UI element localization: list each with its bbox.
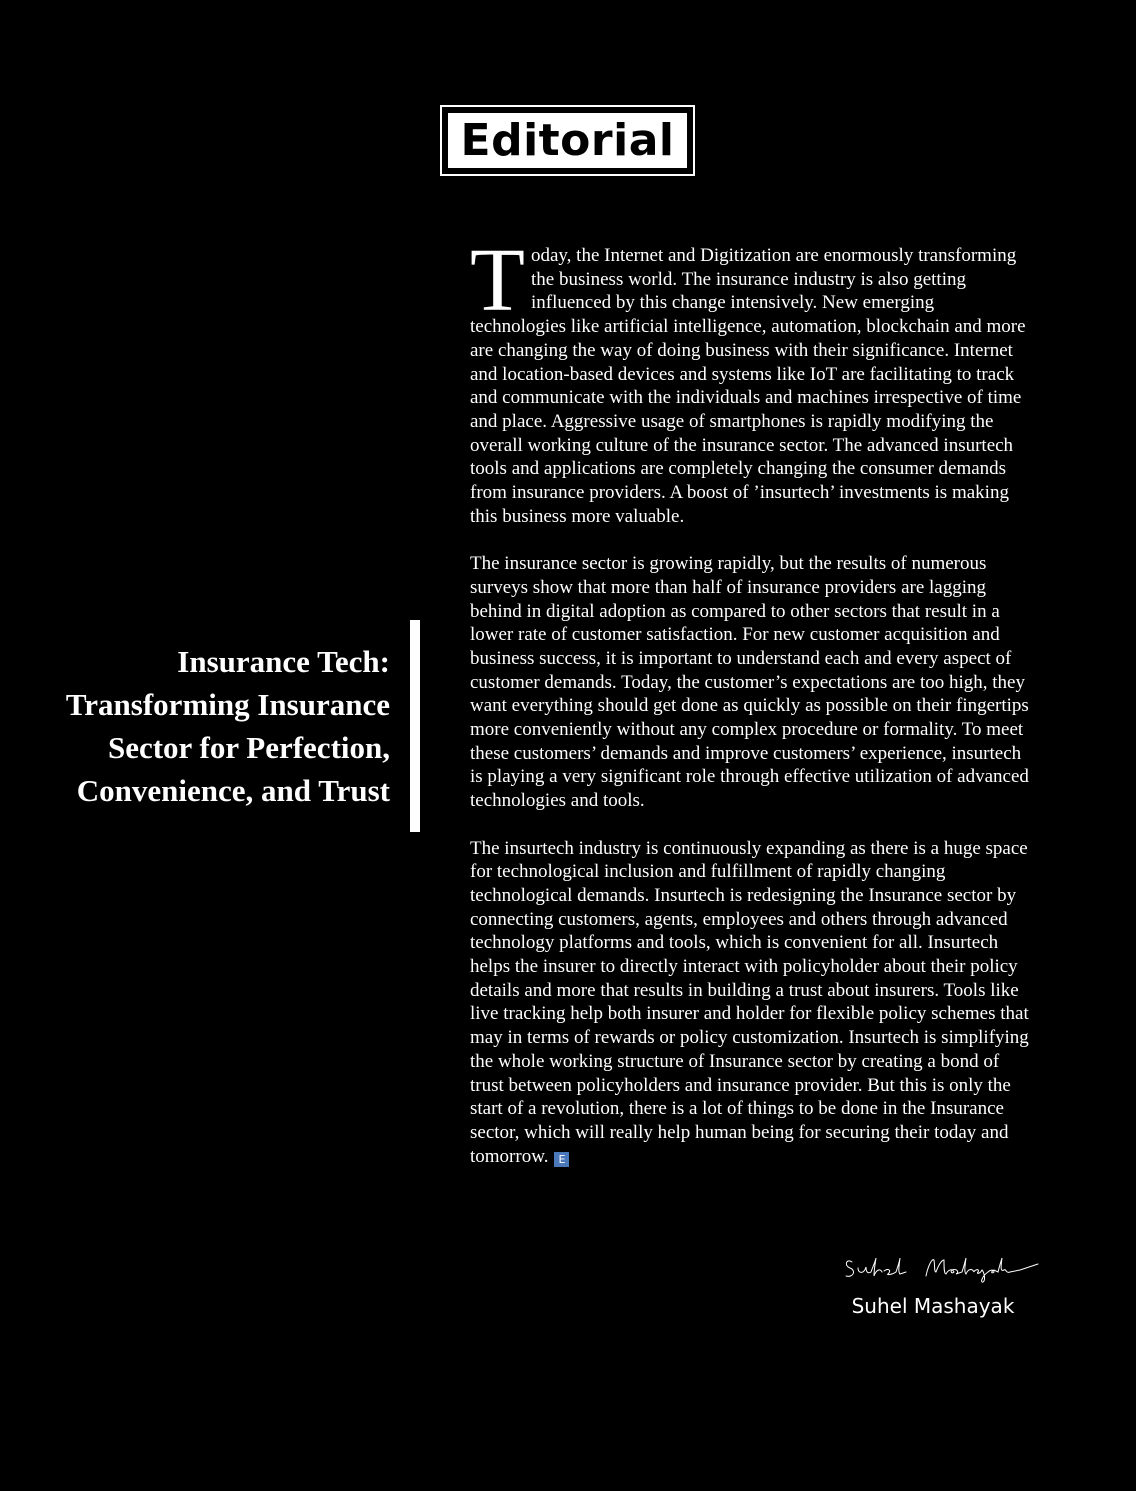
signature-image [840,1250,1045,1286]
paragraph-text: The insurtech industry is continuously expanding as there is a huge space for technological inclusion and fulfillment of rapidly changing technological demands. Insurtech is redesigning the Insurance sector by connecting customers, agents, employees and others through advanced technology platforms and tools, which is convenient for all. Insurtech helps the insurer to directly interact with policyholder about their policy details and more that results in building a trust about insurers. Tools like live tracking help both insurer and holder for flexible policy schemes that may in terms of rewards or policy customization. Insurtech is simplifying the whole working structure of Insurance sector by creating a bond of trust between policyholders and insurance provider. But this is only the start of a revolution, there is a lot of things to be done in the Insurance sector, which will really help human being for securing their today and tomorrow. [470,837,1029,1167]
headline-divider-bar [410,620,420,832]
article-paragraph [470,231,1030,528]
section-label-box [440,105,695,176]
headline-line: Transforming Insurance [65,687,390,722]
article-body [470,231,1030,1192]
end-of-article-icon: E [554,1152,569,1167]
paragraph-text: oday, the Internet and Digitization are enormously transforming the business world. The insurance industry is also getting influenced by this change intensively. New emerging technologies like artificial intelligence, automation, blockchain and more are changing the way of doing business with their significance. Internet and location-based devices and systems like IoT are facilitating to track and communicate with the individuals and machines irrespective of time and place. Aggressive usage of smartphones is rapidly modifying the overall working culture of the insurance sector. The advanced insurtech tools and applications are completely changing the consumer demands from insurance providers. A boost of ’insurtech’ investments is making this business more valuable. [470,245,1026,527]
headline-line: Convenience, and Trust [76,773,390,808]
author-name: Suhel Mashayak [851,1294,1015,1318]
headline-line: Insurance Tech: [177,644,390,679]
drop-cap: T [470,231,525,330]
article-headline [30,640,390,812]
section-label: Editorial [460,114,675,166]
headline-line: Sector for Perfection, [107,730,390,765]
section-label-inner [445,110,690,171]
article-paragraph [470,837,1030,1169]
article-paragraph: The insurance sector is growing rapidly, but the results of numerous surveys show that more than half of insurance providers are lagging behind in digital adoption as compared to other sectors that result in a lower rate of customer satisfaction. For new customer acquisition and business success, it is important to understand each and every aspect of customer demands. Today, the customer’s expectations are too high, they want everything should get done as quickly as possible on their fingertips more conveniently without any complex procedure or formality. To meet these customers’ demands and improve customers’ experience, insurtech is playing a very significant role through effective utilization of advanced technologies and tools. [470,553,1029,812]
